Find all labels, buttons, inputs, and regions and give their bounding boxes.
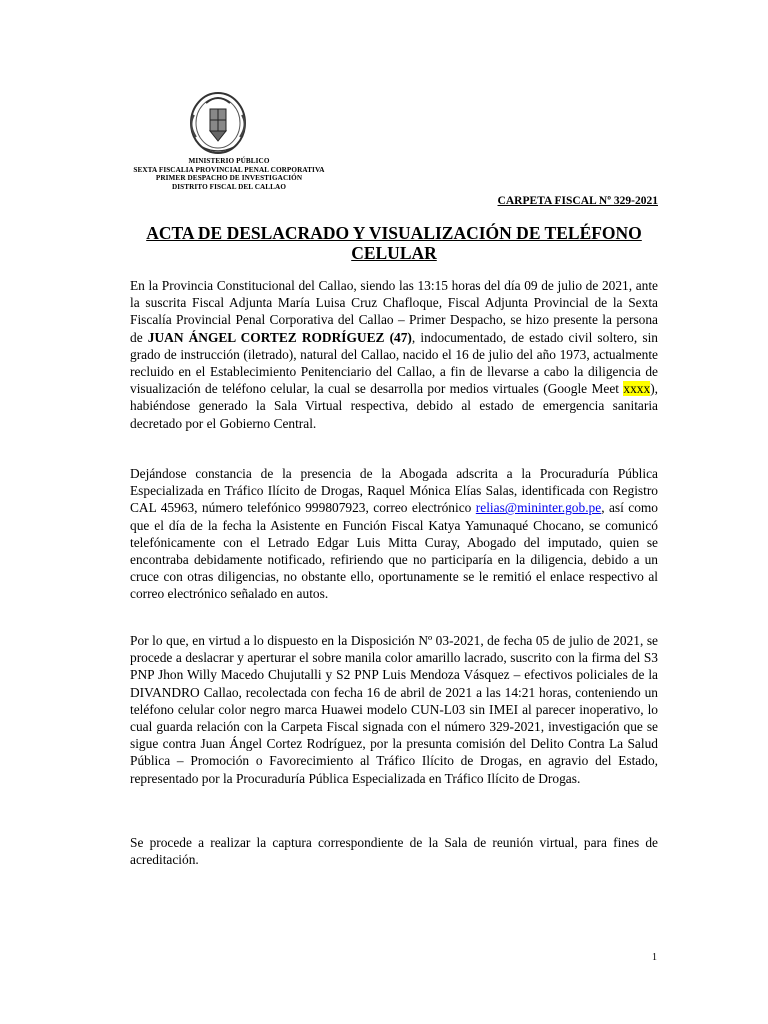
coat-of-arms-seal-icon <box>180 85 256 157</box>
page-number: 1 <box>652 952 657 963</box>
org-line: SEXTA FISCALIA PROVINCIAL PENAL CORPORATIVA <box>133 165 325 174</box>
paragraph-2 <box>130 465 658 603</box>
paragraph-3: Por lo que, en virtud a lo dispuesto en la Disposición Nº 03-2021, de fecha 05 de julio de 2021, se procede a deslacrar y aperturar el sobre manila color amarillo lacrado, suscrito con la firma del S3 PNP Jhon Willy Macedo Chujutalli y S2 PNP Luis Mendoza Vásquez – efectivos policiales de la DIVANDRO Callao, recolectada con fecha 16 de abril de 2021 a las 14:21 horas, conteniendo un teléfono celular color negro marca Huawei modelo CUN-L03 sin IMEI al parecer inoperativo, lo cual guarda relación con la Carpeta Fiscal signada con el número 329-2021, investigación que se sigue contra Juan Ángel Cortez Rodríguez, por la presunta comisión del Delito Contra La Salud Pública – Promoción o Favorecimiento al Tráfico Ilícito de Drogas, en agravio del Estado, representado por la Procuraduría Pública Especializada en Tráfico Ilícito de Drogas. <box>130 633 658 786</box>
org-line: DISTRITO FISCAL DEL CALLAO <box>171 182 287 191</box>
org-line: PRIMER DESPACHO DE INVESTIGACIÓN <box>155 174 303 183</box>
paragraph-1 <box>130 277 658 432</box>
paragraph-1-text-b: , indocumentado, de estado civil soltero, sin grado de instrucción (iletrado), natural del Callao, nacido el 16 de julio del año 1973, actualmente recluido en el Establecimiento Penitenciario del Callao, a fin de llevarse a cabo la diligencia de visualización de teléfono celular, la cual se desarrolla por medios virtuales (Google Meet <box>130 329 658 397</box>
org-line: MINISTERIO PÚBLICO <box>188 157 270 165</box>
paragraph-1-text-c: ), habiéndose generado la Sala Virtual respectiva, debido al estado de emergencia sanitaria decretado por el Gobierno Central. <box>130 381 658 431</box>
organization-header <box>128 157 330 191</box>
paragraph-2-text-a: Dejándose constancia de la presencia de la Abogada adscrita a la Procuraduría Pública Especializada en Tráfico Ilícito de Drogas, Raquel Mónica Elías Salas, identificada con Registro CAL 45963, número telefónico 999807923, correo electrónico <box>130 466 658 516</box>
person-name: JUAN ÁNGEL CORTEZ RODRÍGUEZ (47) <box>147 329 412 345</box>
case-file-number: CARPETA FISCAL Nº 329-2021 <box>497 195 658 207</box>
paragraph-1-text-a: En la Provincia Constitucional del Callao, siendo las 13:15 horas del día 09 de julio de 2021, ante la suscrita Fiscal Adjunta María Luisa Cruz Chafloque, Fiscal Adjunta Provincial de la Sexta Fiscalía Provincial Penal Corporativa del Callao – Primer Despacho, se hizo presente la persona de <box>130 278 658 345</box>
paragraph-2-text-b: , así como que el día de la fecha la Asistente en Función Fiscal Katya Yamunaqué Chocano, se comunicó telefónicamente con el Letrado Edgar Luis Mitta Curay, Abogado del imputado, quien se encontraba debidamente notificado, refiriendo que no participaría en la diligencia, debido a un cruce con otras diligencias, no obstante ello, oportunamente se le remitió el enlace respectivo al correo electrónico señalado en autos. <box>130 500 659 602</box>
paragraph-4: Se procede a realizar la captura correspondiente de la Sala de reunión virtual, para fines de acreditación. <box>130 835 658 868</box>
email-link[interactable]: relias@mininter.gob.pe <box>475 500 602 516</box>
meet-code-highlight: xxxx <box>623 381 651 397</box>
document-title: ACTA DE DESLACRADO Y VISUALIZACIÓN DE TELÉFONO CELULAR <box>146 223 642 263</box>
